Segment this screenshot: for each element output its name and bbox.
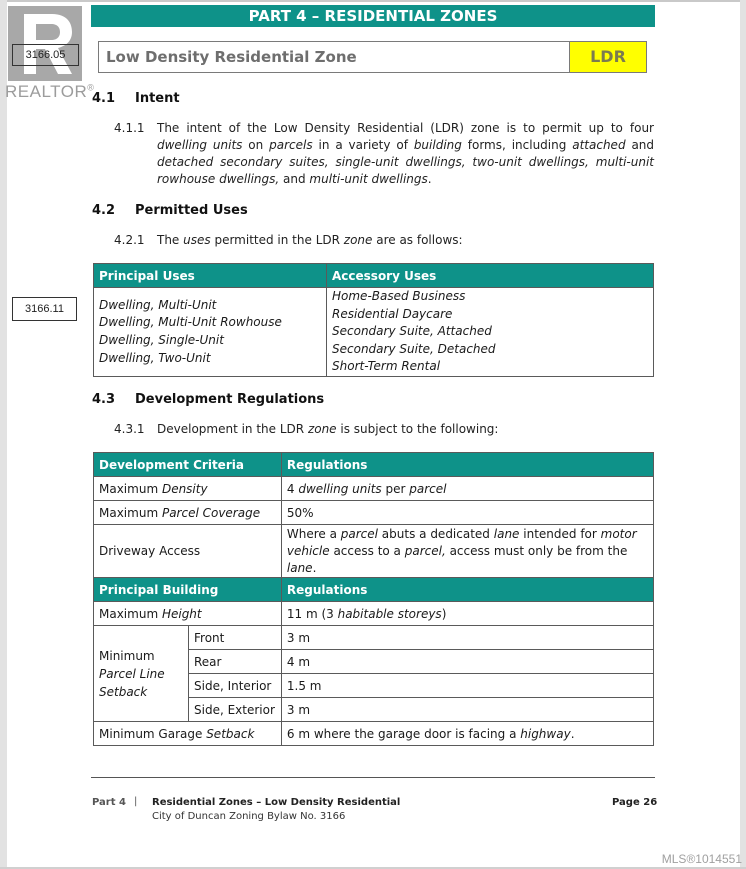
italic-term: parcel, [404, 543, 446, 558]
footer-separator: | [134, 796, 138, 807]
italic-term: zone [343, 233, 373, 247]
list-item: Short-Term Rental [332, 359, 441, 374]
text-run: access must only be from the [445, 543, 628, 558]
italic-term: Height [161, 606, 202, 621]
text-run: abuts a dedicated [377, 526, 494, 541]
column-header: Development Criteria [94, 453, 282, 477]
permitted-uses-table [93, 263, 654, 377]
table-row [94, 626, 654, 650]
clause-number: 4.1.1 [114, 121, 145, 135]
italic-term: zone [307, 422, 337, 436]
text-run: Maximum [99, 606, 162, 621]
text-run: Where a [286, 526, 341, 541]
text-run: and [625, 138, 655, 152]
text-run: are as follows: [372, 233, 463, 247]
text-run: 4 [286, 481, 299, 496]
table-header-row [94, 264, 654, 288]
section-title: Development Regulations [135, 392, 325, 407]
regulation-cell [281, 602, 653, 626]
section-heading-development-regulations [92, 392, 324, 407]
setback-value-cell: 3 m [281, 626, 653, 650]
accessory-uses-list [332, 288, 648, 376]
italic-term: Setback [206, 726, 255, 741]
table-row [94, 525, 654, 578]
clause-number: 4.2.1 [114, 233, 145, 247]
table-row [94, 602, 654, 626]
intent-clause [114, 120, 654, 190]
zone-title-box [98, 41, 647, 73]
text-run: in a variety of [312, 138, 414, 152]
italic-term: building [413, 138, 462, 152]
text-run: 6 m where the garage door is facing a [286, 726, 521, 741]
italic-term: uses [183, 233, 211, 247]
column-header: Accessory Uses [327, 264, 654, 288]
list-item: Home-Based Business [332, 289, 466, 303]
table-row [94, 288, 654, 377]
development-clause [114, 421, 654, 439]
italic-term: attached [572, 138, 626, 152]
section-heading-permitted-uses [92, 203, 248, 218]
text-run: Maximum [99, 481, 162, 496]
clause-text [157, 232, 463, 249]
text-run: Development in the LDR [157, 422, 308, 436]
setback-value-cell: 4 m [281, 650, 653, 674]
principal-uses-list [99, 297, 321, 367]
table-header-row [94, 453, 654, 477]
page-number: Page 26 [612, 797, 658, 808]
section-number: 4.3 [92, 392, 116, 407]
column-header: Principal Uses [94, 264, 327, 288]
top-border [0, 0, 746, 2]
section-number: 4.2 [92, 203, 116, 218]
setback-side-cell: Front [189, 626, 282, 650]
development-regulations-table [93, 452, 654, 746]
italic-term: lane [286, 560, 313, 575]
accessory-uses-cell [327, 288, 654, 377]
text-run: . [427, 172, 432, 186]
principal-uses-cell [94, 288, 327, 377]
setback-group-label [94, 626, 189, 722]
list-item: Residential Daycare [332, 306, 453, 321]
list-item: Secondary Suite, Attached [332, 324, 492, 339]
setback-side-cell: Side, Exterior [189, 698, 282, 722]
criteria-cell [94, 477, 282, 501]
clause-text [157, 421, 498, 438]
table-subheader-row [94, 578, 654, 602]
italic-term: parcel [409, 481, 447, 496]
italic-term: dwelling units [157, 138, 243, 152]
realtor-wordmark: REALTOR® [5, 82, 95, 101]
part-banner: PART 4 – RESIDENTIAL ZONES [91, 5, 655, 27]
regulation-cell [281, 722, 653, 746]
text-run: Maximum [99, 505, 162, 520]
italic-term: highway [520, 726, 571, 741]
left-page-edge [0, 0, 7, 869]
column-header: Regulations [281, 578, 653, 602]
text-run: forms, including [461, 138, 573, 152]
margin-reference-tag: 3166.05 [12, 44, 79, 66]
column-header: Regulations [281, 453, 653, 477]
text-run: 11 m (3 [286, 606, 338, 621]
text-run: per [381, 481, 410, 496]
text-run: The intent of the Low Density Residential (LDR) zone is to permit up to four [157, 121, 654, 135]
list-item: Dwelling, Single-Unit [99, 332, 224, 347]
column-header: Principal Building [94, 578, 282, 602]
text-run: Minimum Garage [99, 726, 207, 741]
zone-title: Low Density Residential Zone [106, 48, 357, 66]
setback-label-line: Setback [99, 684, 148, 699]
criteria-cell [94, 722, 282, 746]
list-item: Dwelling, Multi-Unit Rowhouse [99, 315, 282, 330]
text-run: access to a [329, 543, 405, 558]
italic-term: detached secondary suites, single-unit dwellings, two-unit dwellings, multi-unit rowhouse dwellings, [157, 155, 654, 186]
table-row [94, 501, 654, 525]
clause-number: 4.3.1 [114, 422, 145, 436]
italic-term: Parcel Coverage [161, 505, 261, 520]
italic-term: Density [161, 481, 208, 496]
regulation-cell [281, 477, 653, 501]
text-run: . [570, 726, 575, 741]
italic-term: motor vehicle [286, 526, 637, 558]
section-title: Permitted Uses [135, 203, 248, 218]
text-run: 50% [286, 505, 314, 520]
text-run: Driveway Access [99, 543, 201, 558]
criteria-cell [94, 501, 282, 525]
setback-side-cell: Side, Interior [189, 674, 282, 698]
text-run: The [157, 233, 184, 247]
right-scrollbar-track [740, 0, 746, 869]
margin-reference-tag: 3166.11 [12, 297, 77, 321]
footer-divider [91, 777, 655, 778]
zone-code-badge: LDR [569, 41, 647, 73]
text-run: and [279, 172, 310, 186]
text-run: on [242, 138, 270, 152]
italic-term: parcels [269, 138, 313, 152]
footer-part-label: Part 4 [92, 797, 126, 808]
text-run: . [312, 560, 317, 575]
clause-text [157, 120, 654, 188]
footer-subtitle: City of Duncan Zoning Bylaw No. 3166 [152, 811, 346, 822]
setback-label-line: Minimum [99, 648, 155, 663]
criteria-cell [94, 602, 282, 626]
italic-term: dwelling units [298, 481, 382, 496]
section-number: 4.1 [92, 91, 116, 106]
setback-label-line: Parcel Line [99, 666, 165, 681]
list-item: Dwelling, Two-Unit [99, 350, 211, 365]
setback-side-cell: Rear [189, 650, 282, 674]
text-run: intended for [519, 526, 601, 541]
regulation-cell [281, 525, 653, 578]
text-run: is subject to the following: [336, 422, 499, 436]
text-run: permitted in the LDR [210, 233, 344, 247]
table-row [94, 477, 654, 501]
table-row [94, 722, 654, 746]
italic-term: habitable storeys [337, 606, 442, 621]
italic-term: multi-unit dwellings [309, 172, 428, 186]
list-item: Secondary Suite, Detached [332, 341, 496, 356]
criteria-cell [94, 525, 282, 578]
list-item: Dwelling, Multi-Unit [99, 297, 217, 312]
setback-value-cell: 1.5 m [281, 674, 653, 698]
section-title: Intent [135, 91, 180, 106]
footer-title: Residential Zones – Low Density Residential [152, 797, 401, 808]
italic-term: lane [493, 526, 520, 541]
italic-term: parcel [340, 526, 378, 541]
setback-value-cell: 3 m [281, 698, 653, 722]
section-heading-intent [92, 91, 180, 106]
mls-number-watermark: MLS®1014551 [661, 852, 742, 866]
text-run: ) [441, 606, 447, 621]
regulation-cell [281, 501, 653, 525]
permitted-uses-clause [114, 232, 654, 250]
